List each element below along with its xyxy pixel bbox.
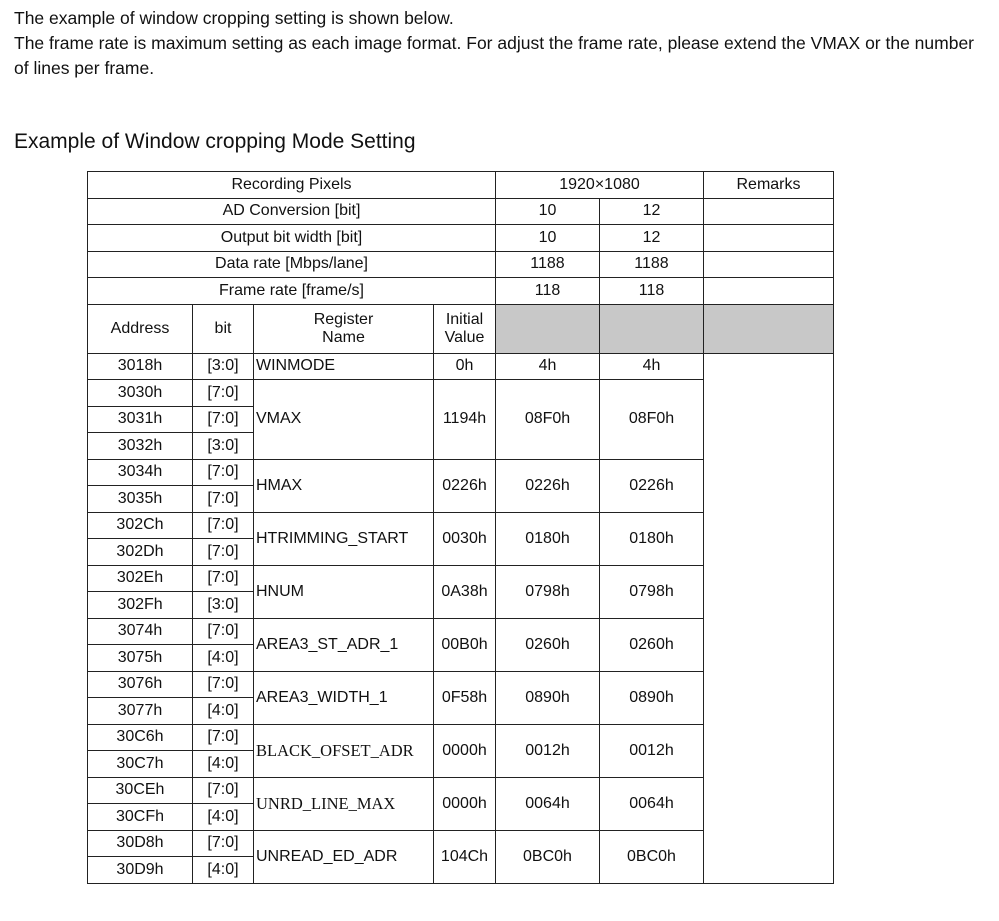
initial-value-cell: 0A38h xyxy=(434,565,496,618)
initial-value-cell: 0F58h xyxy=(434,671,496,724)
setting-value-b-cell: 0BC0h xyxy=(600,830,704,883)
setting-value-a-cell: 08F0h xyxy=(496,380,600,460)
table-title: Example of Window cropping Mode Setting xyxy=(14,130,416,153)
address-cell: 3032h xyxy=(88,433,193,460)
bit-cell: [3:0] xyxy=(193,353,254,380)
header-value-a: 10 xyxy=(496,225,600,252)
register-name-cell: BLACK_OFSET_ADR xyxy=(254,724,434,777)
initial-value-cell: 0000h xyxy=(434,777,496,830)
header-label: Output bit width [bit] xyxy=(88,225,496,252)
address-cell: 3034h xyxy=(88,459,193,486)
remarks-cell xyxy=(704,225,834,252)
header-value-b: 12 xyxy=(600,225,704,252)
bit-cell: [3:0] xyxy=(193,592,254,619)
register-name-cell: HMAX xyxy=(254,459,434,512)
address-cell: 30C6h xyxy=(88,724,193,751)
address-cell: 3018h xyxy=(88,353,193,380)
bit-cell: [4:0] xyxy=(193,804,254,831)
register-name-cell: AREA3_WIDTH_1 xyxy=(254,671,434,724)
remarks-column xyxy=(704,353,834,883)
bit-cell: [7:0] xyxy=(193,724,254,751)
col-initial-line1: Initial xyxy=(445,310,484,328)
address-cell: 3035h xyxy=(88,486,193,513)
shaded-cell xyxy=(600,304,704,353)
header-value-b: 1188 xyxy=(600,251,704,278)
setting-value-b-cell: 0890h xyxy=(600,671,704,724)
setting-value-b-cell: 08F0h xyxy=(600,380,704,460)
bit-cell: [4:0] xyxy=(193,698,254,725)
register-name-cell: VMAX xyxy=(254,380,434,460)
header-value-a: 1188 xyxy=(496,251,600,278)
header-row-datarate xyxy=(88,251,834,278)
setting-value-a-cell: 0260h xyxy=(496,618,600,671)
address-cell: 3076h xyxy=(88,671,193,698)
bit-cell: [3:0] xyxy=(193,433,254,460)
col-register-line1: Register xyxy=(313,310,374,328)
register-name-cell: HNUM xyxy=(254,565,434,618)
address-cell: 3077h xyxy=(88,698,193,725)
resolution-label: 1920×1080 xyxy=(496,172,704,199)
remarks-label: Remarks xyxy=(704,172,834,199)
header-value-a: 118 xyxy=(496,278,600,305)
initial-value-cell: 00B0h xyxy=(434,618,496,671)
setting-value-a-cell: 0012h xyxy=(496,724,600,777)
register-name-cell: UNRD_LINE_MAX xyxy=(254,777,434,830)
setting-value-b-cell: 0012h xyxy=(600,724,704,777)
address-cell: 30CEh xyxy=(88,777,193,804)
bit-cell: [7:0] xyxy=(193,565,254,592)
setting-value-a-cell: 0798h xyxy=(496,565,600,618)
bit-cell: [7:0] xyxy=(193,671,254,698)
setting-value-b-cell: 0064h xyxy=(600,777,704,830)
remarks-cell xyxy=(704,198,834,225)
bit-cell: [7:0] xyxy=(193,512,254,539)
bit-cell: [4:0] xyxy=(193,751,254,778)
bit-cell: [7:0] xyxy=(193,539,254,566)
setting-value-b-cell: 0260h xyxy=(600,618,704,671)
header-value-b: 118 xyxy=(600,278,704,305)
bit-cell: [4:0] xyxy=(193,857,254,884)
initial-value-cell: 0226h xyxy=(434,459,496,512)
address-cell: 3075h xyxy=(88,645,193,672)
setting-value-a-cell: 0180h xyxy=(496,512,600,565)
col-address: Address xyxy=(88,304,193,353)
intro-line-2: The frame rate is maximum setting as each image format. For adjust the frame rate, please extend the VMAX or the number of lines per frame. xyxy=(14,33,975,78)
remarks-cell xyxy=(704,278,834,305)
initial-value-cell: 0h xyxy=(434,353,496,380)
col-register-name xyxy=(254,304,434,353)
register-name-cell: UNREAD_ED_ADR xyxy=(254,830,434,883)
initial-value-cell: 0000h xyxy=(434,724,496,777)
address-cell: 302Dh xyxy=(88,539,193,566)
setting-value-a-cell: 0064h xyxy=(496,777,600,830)
address-cell: 30CFh xyxy=(88,804,193,831)
header-label: AD Conversion [bit] xyxy=(88,198,496,225)
bit-cell: [7:0] xyxy=(193,830,254,857)
register-name-cell: AREA3_ST_ADR_1 xyxy=(254,618,434,671)
col-register-line2: Name xyxy=(322,328,365,346)
setting-value-b-cell: 0180h xyxy=(600,512,704,565)
bit-cell: [7:0] xyxy=(193,406,254,433)
address-cell: 30D8h xyxy=(88,830,193,857)
shaded-cell xyxy=(496,304,600,353)
register-row xyxy=(88,353,834,380)
initial-value-cell: 0030h xyxy=(434,512,496,565)
bit-cell: [7:0] xyxy=(193,618,254,645)
address-cell: 3031h xyxy=(88,406,193,433)
bit-cell: [4:0] xyxy=(193,645,254,672)
register-name-cell: WINMODE xyxy=(254,353,434,380)
address-cell: 302Fh xyxy=(88,592,193,619)
header-row-ad xyxy=(88,198,834,225)
header-row-output xyxy=(88,225,834,252)
header-value-a: 10 xyxy=(496,198,600,225)
bit-cell: [7:0] xyxy=(193,777,254,804)
address-cell: 3030h xyxy=(88,380,193,407)
header-value-b: 12 xyxy=(600,198,704,225)
initial-value-cell: 104Ch xyxy=(434,830,496,883)
setting-value-a-cell: 0BC0h xyxy=(496,830,600,883)
col-initial-line2: Value xyxy=(444,328,485,346)
col-bit: bit xyxy=(193,304,254,353)
register-table xyxy=(87,171,834,884)
column-header-row xyxy=(88,304,834,353)
col-initial-value xyxy=(434,304,496,353)
register-name-cell: HTRIMMING_START xyxy=(254,512,434,565)
header-label: Frame rate [frame/s] xyxy=(88,278,496,305)
recording-pixels-label: Recording Pixels xyxy=(88,172,496,199)
remarks-cell xyxy=(704,251,834,278)
setting-value-b-cell: 0226h xyxy=(600,459,704,512)
address-cell: 3074h xyxy=(88,618,193,645)
register-table-body xyxy=(88,172,834,884)
setting-value-b-cell: 4h xyxy=(600,353,704,380)
initial-value-cell: 1194h xyxy=(434,380,496,460)
shaded-cell xyxy=(704,304,834,353)
address-cell: 302Ch xyxy=(88,512,193,539)
address-cell: 30D9h xyxy=(88,857,193,884)
intro-text xyxy=(14,6,989,81)
header-row-recording xyxy=(88,172,834,199)
address-cell: 30C7h xyxy=(88,751,193,778)
bit-cell: [7:0] xyxy=(193,380,254,407)
header-row-framerate xyxy=(88,278,834,305)
setting-value-a-cell: 4h xyxy=(496,353,600,380)
setting-value-a-cell: 0890h xyxy=(496,671,600,724)
intro-line-1: The example of window cropping setting is shown below. xyxy=(14,8,454,28)
header-label: Data rate [Mbps/lane] xyxy=(88,251,496,278)
setting-value-b-cell: 0798h xyxy=(600,565,704,618)
bit-cell: [7:0] xyxy=(193,486,254,513)
bit-cell: [7:0] xyxy=(193,459,254,486)
address-cell: 302Eh xyxy=(88,565,193,592)
setting-value-a-cell: 0226h xyxy=(496,459,600,512)
